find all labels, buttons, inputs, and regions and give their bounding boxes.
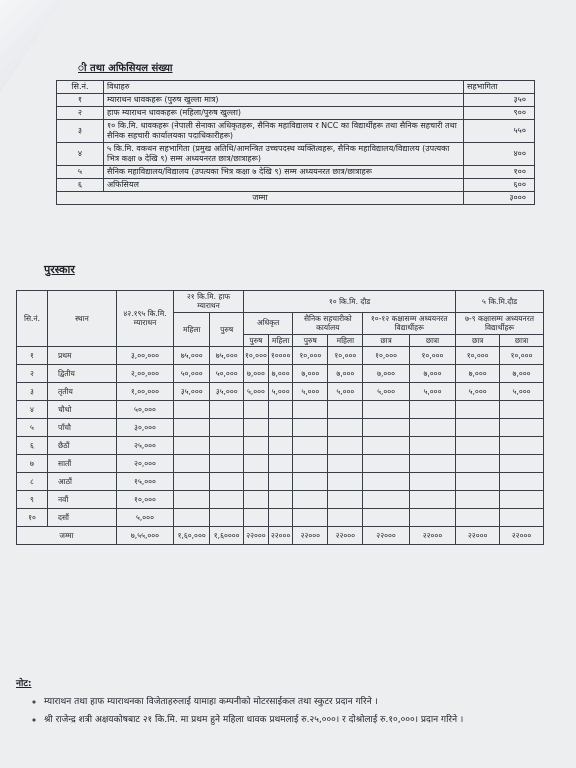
prize-row: [17, 418, 544, 436]
header-students-girl: छात्रा: [409, 334, 455, 346]
prize-cell-half-m: [210, 508, 244, 526]
prize-cell-marathon: १,००,०००: [117, 382, 174, 400]
prize-row: [17, 436, 544, 454]
prize-cell-c6: ७,०००: [409, 364, 455, 382]
cell-category: हाफ म्याराथन धावकहरू (महिला/पुरुष खुल्ला): [104, 107, 464, 120]
prize-cell-marathon: ५०,०००: [117, 400, 174, 418]
prize-cell-marathon: ३,००,०००: [117, 346, 174, 364]
prize-header-row-1: [17, 291, 544, 313]
prize-cell-c3: [293, 436, 328, 454]
prize-cell-c8: [500, 508, 544, 526]
participants-title: ी तथा अफिसियल संख्या: [78, 63, 173, 74]
prize-cell-c8: [500, 454, 544, 472]
prize-total-half-m: १,६००००: [210, 526, 244, 544]
prize-cell-c6: १०,०००: [409, 346, 455, 364]
cell-sn: ३: [57, 120, 104, 143]
prize-cell-c3: ५,०००: [293, 382, 328, 400]
prize-cell-c8: १०,०००: [500, 346, 544, 364]
prize-cell-c1: [244, 472, 269, 490]
prize-cell-marathon: २०,०००: [117, 454, 174, 472]
prize-cell-sn: २: [17, 364, 48, 382]
prize-cell-c7: [456, 418, 500, 436]
prize-cell-c5: १०,०००: [363, 346, 409, 364]
header-students-7-9: ७-९ कक्षासम्म अध्ययनरत विद्यार्थीहरू: [456, 312, 544, 334]
prize-cell-marathon: २,००,०००: [117, 364, 174, 382]
prize-total-c3: २२०००: [293, 526, 328, 544]
prize-cell-c6: [409, 436, 455, 454]
prize-cell-marathon: ५,०००: [117, 508, 174, 526]
prize-cell-c7: [456, 400, 500, 418]
prize-cell-c4: ७,०००: [328, 364, 363, 382]
cell-sn: २: [57, 107, 104, 120]
prize-cell-c4: [328, 436, 363, 454]
participants-total-row: [57, 192, 535, 205]
cell-category: सैनिक महाविद्यालय/विद्यालय (उपत्यका भित्र कक्षा ७ देखि ९) सम्म अध्ययनरत छात्र/छात्राहरू: [104, 166, 464, 179]
prize-cell-c8: [500, 400, 544, 418]
prize-cell-half-f: [174, 418, 210, 436]
prize-cell-half-m: [210, 400, 244, 418]
prize-cell-marathon: ३०,०००: [117, 418, 174, 436]
prize-cell-half-f: ३५,०००: [174, 382, 210, 400]
prize-cell-c7: [456, 490, 500, 508]
prize-cell-sn: १: [17, 346, 48, 364]
header-junior-boy: छात्र: [456, 334, 500, 346]
header-participation: सहभागिता: [464, 81, 535, 94]
cell-category: ५ कि.मि. वकथन सहभागिता (प्रमुख अतिथि/आमन्त्रित उच्चपदस्थ व्यक्तित्वहरू, सैनिक महाविद्यालय/विद्यालय (उपत्यका भित्र कक्षा ७ देखि ९) सम्म अध्ययनरत छात्र/छात्राहरू): [104, 143, 464, 166]
prize-cell-sn: १०: [17, 508, 48, 526]
prize-cell-position: सातौं: [48, 454, 117, 472]
prize-cell-c7: [456, 436, 500, 454]
prize-row: [17, 400, 544, 418]
header-marathon: ४२.१९५ कि.मि. म्याराथन: [117, 291, 174, 347]
prize-cell-c2: [268, 400, 292, 418]
prize-cell-c2: १००००: [268, 346, 292, 364]
header-students-boy: छात्र: [363, 334, 409, 346]
prize-cell-c4: [328, 418, 363, 436]
cell-sn: १: [57, 94, 104, 107]
cell-sn: ६: [57, 179, 104, 192]
prize-cell-c8: [500, 418, 544, 436]
cell-category: म्याराथन धावकहरू (पुरुष खुल्ला मात्र): [104, 94, 464, 107]
prize-total-c7: २२०००: [456, 526, 500, 544]
total-count: ३०००: [464, 192, 535, 205]
prize-cell-c2: [268, 508, 292, 526]
header-officer-female: महिला: [268, 334, 292, 346]
prize-cell-c7: १०,०००: [456, 346, 500, 364]
prize-cell-c2: ५,०००: [268, 382, 292, 400]
prize-total-c1: २२०००: [244, 526, 269, 544]
prize-cell-c1: १०,०००: [244, 346, 269, 364]
prize-cell-half-f: [174, 490, 210, 508]
prize-title: पुरस्कार: [44, 263, 75, 276]
prize-cell-position: चौथो: [48, 400, 117, 418]
prize-cell-c2: [268, 472, 292, 490]
cell-count: १००: [464, 166, 535, 179]
prize-cell-c4: [328, 472, 363, 490]
prize-cell-c3: [293, 400, 328, 418]
prize-total-c4: २२०००: [328, 526, 363, 544]
participants-header-row: [57, 81, 535, 94]
prize-total-row: [17, 526, 544, 544]
header-junior-girl: छात्रा: [500, 334, 544, 346]
prize-cell-c8: ७,०००: [500, 364, 544, 382]
prize-cell-c1: [244, 436, 269, 454]
participants-row: [57, 143, 535, 166]
prize-cell-half-f: ७५,०००: [174, 346, 210, 364]
prize-cell-c1: [244, 454, 269, 472]
prize-total-marathon: ७,५५,०००: [117, 526, 174, 544]
prize-row: [17, 508, 544, 526]
prize-cell-c1: [244, 490, 269, 508]
prize-cell-c5: [363, 472, 409, 490]
prize-cell-c8: ५,०००: [500, 382, 544, 400]
prize-cell-c5: [363, 418, 409, 436]
cell-category: अफिसियल: [104, 179, 464, 192]
prize-cell-c2: [268, 436, 292, 454]
prize-cell-sn: ४: [17, 400, 48, 418]
cell-count: ९००: [464, 107, 535, 120]
cell-count: ४००: [464, 143, 535, 166]
prize-row: [17, 472, 544, 490]
participants-table: [56, 80, 535, 205]
header-position: स्थान: [48, 291, 117, 347]
prize-cell-c8: [500, 490, 544, 508]
prize-cell-c3: [293, 418, 328, 436]
prize-cell-c8: [500, 472, 544, 490]
prize-cell-c6: ५,०००: [409, 382, 455, 400]
prize-cell-c6: [409, 454, 455, 472]
prize-cell-half-f: [174, 436, 210, 454]
prize-cell-c3: [293, 472, 328, 490]
prize-cell-c2: [268, 418, 292, 436]
prize-cell-sn: ९: [17, 490, 48, 508]
header-military-female: महिला: [328, 334, 363, 346]
prize-total-c6: २२०००: [409, 526, 455, 544]
prize-cell-position: प्रथम: [48, 346, 117, 364]
notes-section: [16, 676, 556, 732]
prize-cell-position: आठौं: [48, 472, 117, 490]
prize-cell-sn: ५: [17, 418, 48, 436]
prize-cell-half-f: ५०,०००: [174, 364, 210, 382]
note-item: ◦ श्री राजेन्द्र शत्री अक्षयकोषबाट २१ कि.मि. मा प्रथम हुने महिला धावक प्रथमलाई रु.२५,०००। र दोश्रोलाई रु.१०,०००। प्रदान गरिने ।: [44, 713, 556, 727]
cell-count: ३५०: [464, 94, 535, 107]
cell-count: ५५०: [464, 120, 535, 143]
prize-cell-c4: ५,०००: [328, 382, 363, 400]
prize-cell-c5: [363, 490, 409, 508]
prize-cell-c5: ७,०००: [363, 364, 409, 382]
total-label: जम्मा: [57, 192, 464, 205]
prize-cell-half-m: [210, 454, 244, 472]
prize-row: [17, 454, 544, 472]
prize-cell-marathon: १५,०००: [117, 472, 174, 490]
cell-sn: ५: [57, 166, 104, 179]
prize-cell-position: पाँचौ: [48, 418, 117, 436]
prize-cell-c6: [409, 418, 455, 436]
prize-cell-position: द्वितीय: [48, 364, 117, 382]
prize-total-c2: २२०००: [268, 526, 292, 544]
prize-cell-position: दसौं: [48, 508, 117, 526]
prize-row: [17, 346, 544, 364]
prize-cell-half-f: [174, 508, 210, 526]
prize-cell-sn: ६: [17, 436, 48, 454]
prize-cell-c4: [328, 508, 363, 526]
prize-cell-c4: [328, 490, 363, 508]
prize-total-label: जम्मा: [17, 526, 117, 544]
cell-count: ६००: [464, 179, 535, 192]
header-category: विधाहरु: [104, 81, 464, 94]
prize-cell-c2: [268, 490, 292, 508]
prize-cell-half-m: [210, 490, 244, 508]
prize-cell-position: छैठौं: [48, 436, 117, 454]
header-half-female: महिला: [174, 312, 210, 346]
prize-cell-c5: ५,०००: [363, 382, 409, 400]
prize-cell-c5: [363, 454, 409, 472]
participants-row: [57, 166, 535, 179]
header-military-office: सैनिक सहचारीको कार्यालय: [293, 312, 363, 334]
header-half-marathon: २१ कि.मि. हाफ म्याराथन: [174, 291, 244, 313]
prize-cell-marathon: १०,०००: [117, 490, 174, 508]
prize-cell-c1: [244, 508, 269, 526]
prize-cell-c7: [456, 508, 500, 526]
prize-cell-c7: ५,०००: [456, 382, 500, 400]
header-students-10-12: १०-१२ कक्षासम्म अध्ययनरत विद्यार्थीहरू: [363, 312, 456, 334]
header-military-male: पुरुष: [293, 334, 328, 346]
prize-cell-position: तृतीय: [48, 382, 117, 400]
prize-cell-c6: [409, 472, 455, 490]
prize-row: [17, 364, 544, 382]
prize-cell-c6: [409, 490, 455, 508]
prize-cell-sn: ८: [17, 472, 48, 490]
prize-cell-c1: ७,०००: [244, 364, 269, 382]
prize-cell-c1: ५,०००: [244, 382, 269, 400]
prize-cell-c3: ७,०००: [293, 364, 328, 382]
header-sn: सि.नं.: [17, 291, 48, 347]
prize-cell-half-f: [174, 400, 210, 418]
prize-cell-half-m: ७५,०००: [210, 346, 244, 364]
prize-cell-c7: ७,०००: [456, 364, 500, 382]
header-sn: सि.नं.: [57, 81, 104, 94]
prize-cell-c6: [409, 400, 455, 418]
prize-cell-sn: ३: [17, 382, 48, 400]
prize-cell-c1: [244, 400, 269, 418]
prize-cell-c1: [244, 418, 269, 436]
prize-cell-c5: [363, 436, 409, 454]
prize-cell-c4: १०,०००: [328, 346, 363, 364]
header-five-km: ५ कि.मि.दौड: [456, 291, 544, 313]
prize-total-c8: २२०००: [500, 526, 544, 544]
prize-table: [16, 290, 544, 545]
prize-cell-c2: ७,०००: [268, 364, 292, 382]
prize-cell-c7: [456, 454, 500, 472]
prize-cell-c6: [409, 508, 455, 526]
prize-cell-half-f: [174, 454, 210, 472]
prize-total-half-f: १,६०,०००: [174, 526, 210, 544]
prize-row: [17, 490, 544, 508]
prize-total-c5: २२०००: [363, 526, 409, 544]
prize-cell-half-m: [210, 436, 244, 454]
prize-row: [17, 382, 544, 400]
prize-cell-c7: [456, 472, 500, 490]
prize-cell-half-m: [210, 472, 244, 490]
participants-row: [57, 120, 535, 143]
participants-row: [57, 107, 535, 120]
prize-cell-c3: [293, 454, 328, 472]
header-officer: अधिकृत: [244, 312, 293, 334]
participants-row: [57, 94, 535, 107]
prize-cell-c3: [293, 508, 328, 526]
prize-cell-c4: [328, 454, 363, 472]
header-ten-km: १० कि.मि. दौड: [244, 291, 456, 313]
header-half-male: पुरुष: [210, 312, 244, 346]
prize-cell-half-f: [174, 472, 210, 490]
prize-cell-position: नवौं: [48, 490, 117, 508]
prize-cell-c2: [268, 454, 292, 472]
prize-cell-c3: १०,०००: [293, 346, 328, 364]
prize-cell-c5: [363, 400, 409, 418]
prize-cell-c3: [293, 490, 328, 508]
notes-heading: नोट:: [16, 679, 32, 689]
prize-cell-sn: ७: [17, 454, 48, 472]
prize-cell-half-m: ३५,०००: [210, 382, 244, 400]
prize-cell-half-m: ५०,०००: [210, 364, 244, 382]
prize-cell-c5: [363, 508, 409, 526]
note-item: ◦ म्याराथन तथा हाफ म्याराथनका विजेताहरुलाई यामाहा कम्पनीको मोटरसाईकल तथा स्कुटर प्रदान गरिने ।: [44, 695, 556, 709]
cell-sn: ४: [57, 143, 104, 166]
participants-row: [57, 179, 535, 192]
prize-cell-marathon: २५,०००: [117, 436, 174, 454]
prize-cell-half-m: [210, 418, 244, 436]
prize-cell-c4: [328, 400, 363, 418]
header-officer-male: पुरुष: [244, 334, 269, 346]
cell-category: १० कि.मि. धावकहरू (नेपाली सेनाका अधिकृतहरू, सैनिक महाविद्यालय र NCC का विद्यार्थीहरू तथा सैनिक सहचारी तथा सैनिक सहचारी कार्यालयका पदाधिकारीहरू): [104, 120, 464, 143]
prize-cell-c8: [500, 436, 544, 454]
notes-list: [16, 695, 556, 728]
